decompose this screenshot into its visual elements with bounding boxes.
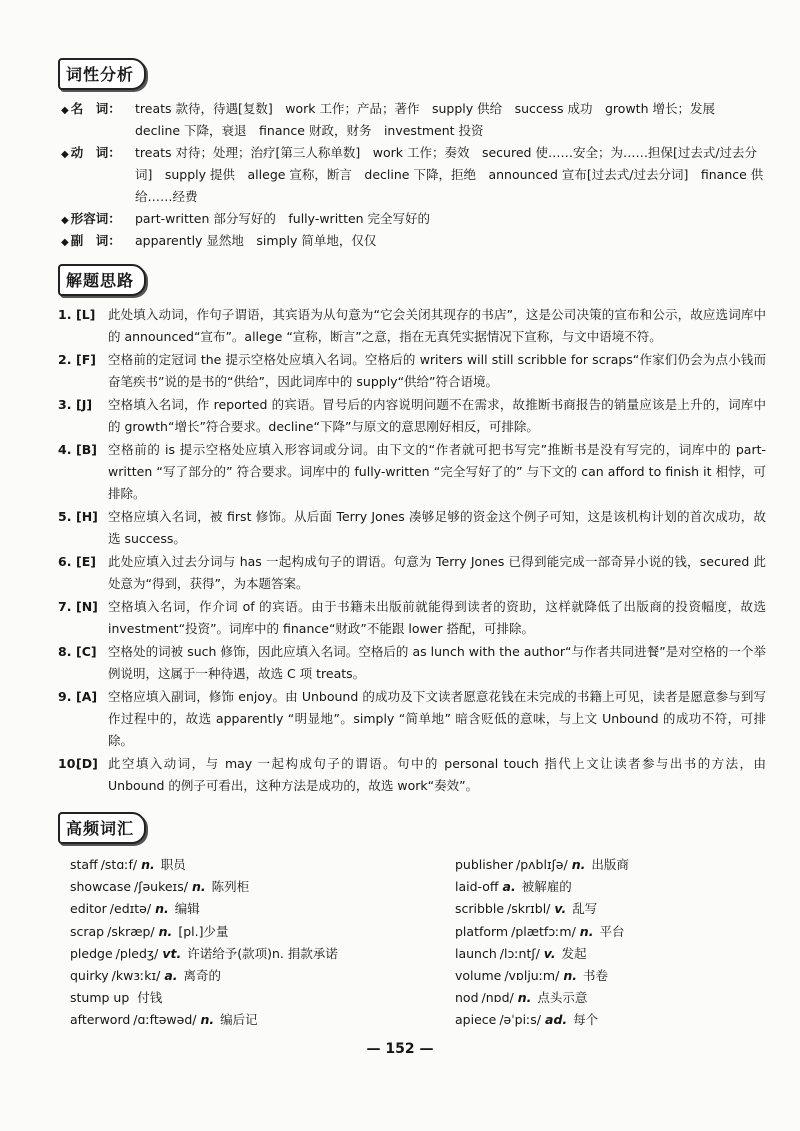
pos-label — [61, 230, 121, 254]
solution-number: 5. — [58, 509, 72, 524]
solution-item — [58, 551, 766, 595]
solution-item — [58, 753, 766, 797]
vocab-entry — [455, 876, 775, 898]
vocab-entry — [455, 943, 775, 965]
solution-answer: [L] — [76, 307, 96, 322]
vocab-phonetic: /skræp/ — [107, 923, 155, 939]
vocab-word: platform — [455, 923, 509, 939]
vocab-definition: [pl.]少量 — [178, 923, 229, 939]
solution-text: 空格应填入副词，修饰 enjoy。由 Unbound 的成功及下文读者愿意花钱在未完成的书籍上可见，读者是愿意参与到写作过程中的，故选 apparently “明显地”。simply “简单地” 暗含贬低的意味，与上文 Unbound 的成功不符，可排除。 — [108, 689, 766, 748]
vocab-pos: n. — [517, 990, 532, 1006]
vocab-entry — [455, 965, 775, 987]
vocab-entry — [70, 898, 440, 920]
vocab-definition: 离奇的 — [183, 968, 222, 984]
pos-label-text: 动 词： — [70, 145, 121, 160]
solution-number: 3. — [58, 397, 72, 412]
pos-label-text: 副 词： — [70, 233, 121, 248]
solution-item — [58, 394, 766, 438]
vocab-phonetic: /əˈpiːs/ — [499, 1012, 542, 1028]
vocab-entry — [455, 921, 775, 943]
solution-text: 此处应填入过去分词与 has 一起构成句子的谓语。句意为 Terry Jones 已得到能完成一部奇异小说的钱，secured 此处意为“得到，获得”，为本题答案。 — [108, 554, 766, 591]
vocab-word: nod — [455, 990, 479, 1006]
solution-answer: [C] — [76, 644, 97, 659]
vocab-word: scribble — [455, 901, 505, 917]
solution-text: 空格填入名词，作 reported 的宾语。冒号后的内容说明问题不在需求，故推断书商报告的销量应该是上升的，词库中的 growth“增长”符合要求。decline“下降”与原文的意思刚好相反，可排除。 — [108, 397, 766, 434]
solution-item — [58, 506, 766, 550]
vocab-definition: 编后记 — [220, 1012, 258, 1028]
page-number: — 152 — — [366, 1041, 434, 1057]
solution-answer: [E] — [76, 554, 96, 569]
pos-item — [58, 208, 766, 230]
vocab-definition: 乱写 — [572, 901, 598, 917]
solution-number: 8. — [58, 644, 72, 659]
vocab-entry — [455, 1009, 775, 1031]
vocab-phonetic: /nɒd/ — [481, 990, 514, 1006]
solution-answer: [H] — [76, 509, 98, 524]
pos-label-text: 名 词： — [70, 101, 121, 116]
vocab-definition: 付钱 — [137, 990, 163, 1006]
solution-answer: [J] — [76, 397, 93, 412]
vocab-pos: vt. — [162, 945, 182, 961]
vocab-pos: n. — [579, 923, 594, 939]
pos-text: part-written 部分写好的 fully-written 完全写好的 — [135, 211, 431, 226]
solution-text: 此空填入动词，与 may 一起构成句子的谓语。句中的 personal touch 指代上文让读者参与出书的方法，由 Unbound 的例子可看出，这种方法是成功的，故选 work“奏效”。 — [108, 756, 766, 793]
pos-label — [61, 142, 121, 166]
solution-answer: [D] — [76, 756, 98, 771]
diamond-bullet-icon: ◆ — [61, 149, 69, 160]
vocab-phonetic: /ɑːftəwəd/ — [133, 1012, 197, 1028]
vocab-pos: n. — [191, 879, 206, 895]
vocab-entry — [455, 854, 775, 876]
vocab-word: showcase — [70, 879, 132, 895]
vocab-word: stump up — [70, 990, 130, 1006]
solution-item — [58, 686, 766, 752]
diamond-bullet-icon: ◆ — [61, 105, 69, 116]
pos-item — [58, 142, 766, 208]
pos-label — [61, 98, 121, 122]
vocab-word: apiece — [455, 1012, 497, 1028]
solution-item — [58, 349, 766, 393]
solution-answer: [F] — [76, 352, 96, 367]
vocab-word: quirky — [70, 968, 109, 984]
pos-analysis-list — [58, 98, 766, 252]
vocab-pos: n. — [563, 968, 577, 984]
solution-number: 10. — [58, 756, 81, 771]
solution-text: 空格填入名词，作介词 of 的宾语。由于书籍未出版前就能得到读者的资助，这样就降低了出版商的投资幅度，故选 investment“投资”。词库中的 finance“财政”不能跟 lower 搭配，可排除。 — [108, 599, 766, 636]
vocab-phonetic: /kwɜːkɪ/ — [111, 968, 161, 984]
solution-answer: [A] — [76, 689, 98, 704]
vocab-definition: 许诺给予(款项)n. 捐款承诺 — [187, 945, 338, 961]
solution-text: 空格前的 is 提示空格处应填入形容词或分词。由下文的“作者就可把书写完”推断书是没有写完的，词库中的 part-written “写了部分的” 符合要求。词库中的 fully-written “完全写好了的” 与下文的 can afford to finish it 相悖，可排除。 — [108, 442, 766, 501]
vocab-word: afterword — [70, 1012, 131, 1028]
vocab-phonetic: /pʌblɪʃə/ — [516, 857, 568, 872]
diamond-bullet-icon: ◆ — [61, 237, 69, 248]
vocab-entry — [70, 876, 440, 898]
vocab-word: publisher — [455, 857, 514, 872]
vocab-phonetic: /lɔːntʃ/ — [499, 945, 540, 961]
solution-number: 2. — [58, 352, 72, 367]
diamond-bullet-icon: ◆ — [61, 215, 69, 226]
vocab-entry — [455, 898, 775, 920]
vocab-phonetic: /plætfɔːm/ — [511, 923, 576, 939]
solution-text: 空格应填入名词，被 first 修饰。从后面 Terry Jones 凑够足够的资金这个例子可知，这是该机构计划的首次成功，故选 success。 — [108, 509, 766, 546]
pos-label-text: 形容词： — [70, 211, 121, 226]
vocab-entry — [455, 987, 775, 1009]
vocab-column-right — [455, 854, 775, 1032]
vocab-definition: 被解雇的 — [521, 879, 572, 895]
vocab-word: launch — [455, 945, 497, 961]
vocab-entry — [70, 854, 440, 876]
vocab-phonetic: /vɒljuːm/ — [504, 968, 560, 984]
vocab-pos: n. — [158, 923, 173, 939]
vocab-entry — [70, 965, 440, 987]
pos-label — [61, 208, 121, 232]
vocab-phonetic: /pledʒ/ — [115, 945, 159, 961]
vocab-entry — [70, 943, 440, 965]
vocab-word: pledge — [70, 945, 113, 961]
vocab-pos: ad. — [545, 1012, 568, 1028]
pos-text: apparently 显然地 simply 简单地，仅仅 — [135, 233, 377, 248]
vocab-word: editor — [70, 901, 107, 917]
vocab-definition: 平台 — [599, 923, 625, 939]
vocab-word: scrap — [70, 923, 105, 939]
vocab-definition: 编辑 — [174, 901, 200, 917]
vocab-phonetic: /ʃəukeɪs/ — [134, 879, 188, 895]
pos-text: treats 款待，待遇[复数] work 工作；产品；著作 supply 供给 success 成功 growth 增长；发展 decline 下降，衰退 finance 财政，财务 investment 投资 — [135, 101, 728, 138]
vocab-pos: v. — [543, 945, 556, 961]
solution-list — [58, 304, 766, 797]
solution-text: 空格处的词被 such 修饰，因此应填入名词。空格后的 as lunch with the author“与作者共同进餐”是对空格的一个举例说明，这属于一种待遇，故选 C 项 treats。 — [108, 644, 766, 681]
vocab-pos: n. — [571, 857, 586, 872]
pos-item — [58, 230, 766, 252]
section-heading-solution: 解题思路 — [58, 264, 146, 296]
vocab-pos: n. — [200, 1012, 215, 1028]
solution-answer: [N] — [76, 599, 98, 614]
vocab-phonetic: /skrɪbl/ — [507, 901, 551, 917]
vocab-pos: n. — [155, 901, 169, 917]
vocab-pos: n. — [141, 857, 155, 872]
section-heading-vocab: 高频词汇 — [58, 812, 146, 844]
vocab-word: staff — [70, 857, 98, 872]
vocab-definition: 职员 — [160, 857, 186, 872]
vocab-definition: 陈列柜 — [211, 879, 250, 895]
vocab-spacer — [129, 990, 133, 1005]
vocab-pos: a. — [164, 968, 178, 984]
solution-number: 6. — [58, 554, 72, 569]
solution-number: 9. — [58, 689, 72, 704]
solution-item — [58, 596, 766, 640]
pos-text: treats 对待；处理；治疗[第三人称单数] work 工作；奏效 secured 使……安全；为……担保[过去式/过去分词] supply 提供 allege 宣称，断言 decline 下降，拒绝 announced 宣布[过去式/过去分词] finance 供给……经费 — [135, 145, 764, 204]
vocab-pos: a. — [502, 879, 516, 895]
solution-answer: [B] — [76, 442, 97, 457]
vocab-phonetic: /stɑːf/ — [100, 857, 138, 872]
vocab-entry — [70, 921, 440, 943]
vocab-definition: 点头示意 — [537, 990, 588, 1006]
vocab-entry — [70, 987, 440, 1009]
solution-number: 7. — [58, 599, 72, 614]
vocab-definition: 书卷 — [582, 968, 608, 984]
solution-number: 4. — [58, 442, 72, 457]
vocab-definition: 出版商 — [591, 857, 629, 872]
solution-item — [58, 439, 766, 505]
vocab-word: volume — [455, 968, 502, 984]
solution-text: 空格前的定冠词 the 提示空格处应填入名词。空格后的 writers will still scribble for scraps“作家们仍会为点小钱而奋笔疾书”说的是书的“供给”，因此词库中的 supply“供给”符合语境。 — [108, 352, 766, 389]
page-content — [58, 58, 766, 1028]
vocab-definition: 发起 — [561, 945, 587, 961]
solution-item — [58, 641, 766, 685]
solution-text: 此处填入动词，作句子谓语，其宾语为从句意为“它会关闭其现存的书店”，这是公司决策的宣布和公示，故应选词库中的 announced“宣布”。allege “宣称，断言”之意，指在无真凭实据情况下宣称，与文中语境不符。 — [108, 307, 766, 344]
vocab-phonetic: /edɪtə/ — [109, 901, 152, 917]
solution-number: 1. — [58, 307, 72, 322]
vocab-pos: v. — [554, 901, 567, 917]
vocab-definition: 每个 — [573, 1012, 599, 1028]
vocab-word: laid-off — [455, 879, 499, 895]
vocab-entry — [70, 1009, 440, 1031]
pos-item — [58, 98, 766, 142]
vocab-column-left — [70, 854, 440, 1032]
section-heading-pos-analysis: 词性分析 — [58, 58, 146, 90]
solution-item — [58, 304, 766, 348]
